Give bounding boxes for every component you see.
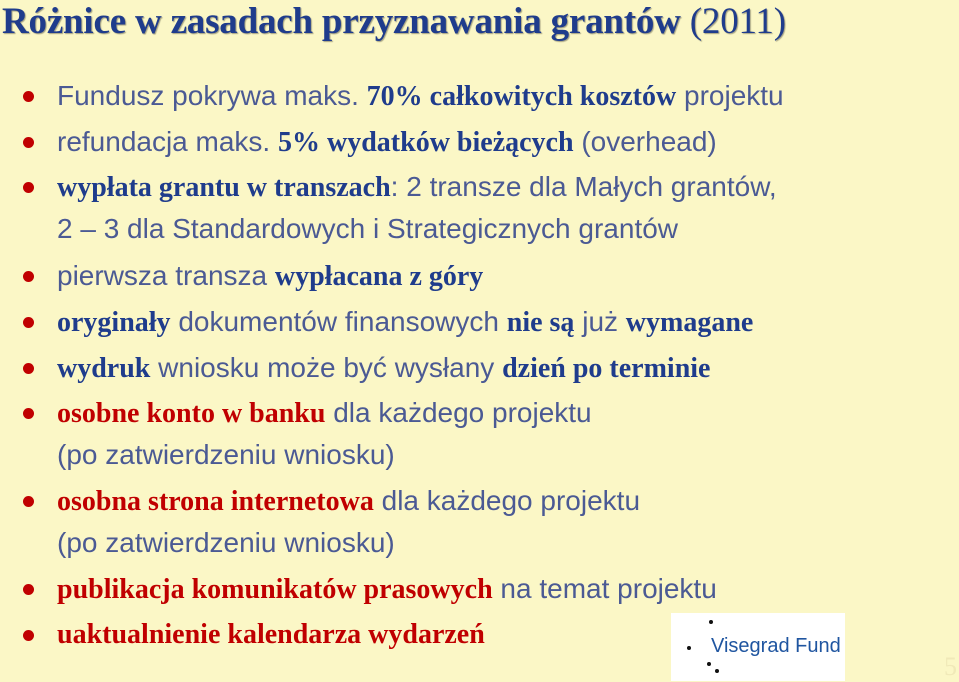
- text-segment: 2 – 3 dla Standardowych i Strategicznych grantów: [57, 213, 679, 244]
- title-year: (2011): [689, 1, 786, 42]
- text-segment: 5% wydatków bieżących: [278, 127, 574, 158]
- text-segment: wypłata grantu w transzach: [57, 172, 391, 203]
- text-segment: dzień po terminie: [502, 353, 711, 384]
- bullet-line: [57, 125, 717, 160]
- bullet-dot: [23, 91, 34, 102]
- bullet-dot: [23, 363, 34, 374]
- bullet-line: [57, 438, 395, 473]
- text-segment: wymagane: [625, 307, 754, 338]
- bullet-line: [57, 618, 485, 652]
- logo-dot: [709, 620, 713, 624]
- text-segment: (po zatwierdzeniu wniosku): [57, 439, 395, 470]
- page-number: 5: [944, 652, 957, 681]
- text-segment: już: [574, 306, 626, 337]
- text-segment: wypłacana z góry: [274, 261, 484, 292]
- text-segment: (overhead): [573, 126, 717, 157]
- text-segment: wydruk: [57, 353, 151, 384]
- visegrad-fund-logo: [671, 613, 845, 681]
- logo-text: Visegrad Fund: [711, 635, 841, 657]
- text-segment: uaktualnienie kalendarza wydarzeń: [57, 619, 485, 650]
- text-segment: pierwsza transza: [57, 260, 275, 291]
- bullet-line: [57, 170, 777, 205]
- bullet-dot: [23, 496, 34, 507]
- bullet-dot: [23, 317, 34, 328]
- text-segment: : 2 transze dla Małych grantów,: [390, 171, 777, 202]
- text-segment: osobna strona internetowa: [57, 486, 374, 517]
- text-segment: wniosku może być wysłany: [150, 352, 503, 383]
- text-segment: dokumentów finansowych: [170, 306, 507, 337]
- logo-dot: [715, 669, 719, 673]
- text-segment: dla każdego projektu: [373, 485, 641, 516]
- text-segment: publikacja komunikatów prasowych: [57, 574, 493, 605]
- slide-title: [2, 0, 786, 43]
- bullet-line: [57, 484, 640, 519]
- text-segment: oryginały: [57, 307, 171, 338]
- text-segment: na temat projektu: [492, 573, 717, 604]
- bullet-dot: [23, 630, 34, 641]
- text-segment: nie są: [506, 307, 575, 338]
- text-segment: 70% całkowitych kosztów: [366, 81, 677, 112]
- text-segment: projektu: [676, 80, 784, 111]
- text-segment: (po zatwierdzeniu wniosku): [57, 527, 395, 558]
- bullet-dot: [23, 408, 34, 419]
- text-segment: osobne konto w banku: [57, 398, 326, 429]
- bullet-line: [57, 212, 678, 247]
- bullet-line: [57, 526, 395, 561]
- bullet-line: [57, 572, 717, 607]
- bullet-dot: [23, 182, 34, 193]
- logo-dot: [687, 646, 691, 650]
- bullet-dot: [23, 271, 34, 282]
- bullet-line: [57, 351, 710, 386]
- text-segment: dla każdego projektu: [325, 397, 592, 428]
- text-segment: refundacja maks.: [57, 126, 278, 157]
- bullet-dot: [23, 584, 34, 595]
- title-main: Różnice w zasadach przyznawania grantów: [2, 1, 681, 42]
- text-segment: Fundusz pokrywa maks.: [57, 80, 367, 111]
- logo-dot: [707, 662, 711, 666]
- bullet-dot: [23, 137, 34, 148]
- bullet-line: [57, 396, 592, 431]
- bullet-line: [57, 305, 753, 340]
- bullet-line: [57, 79, 784, 114]
- bullet-line: [57, 259, 483, 294]
